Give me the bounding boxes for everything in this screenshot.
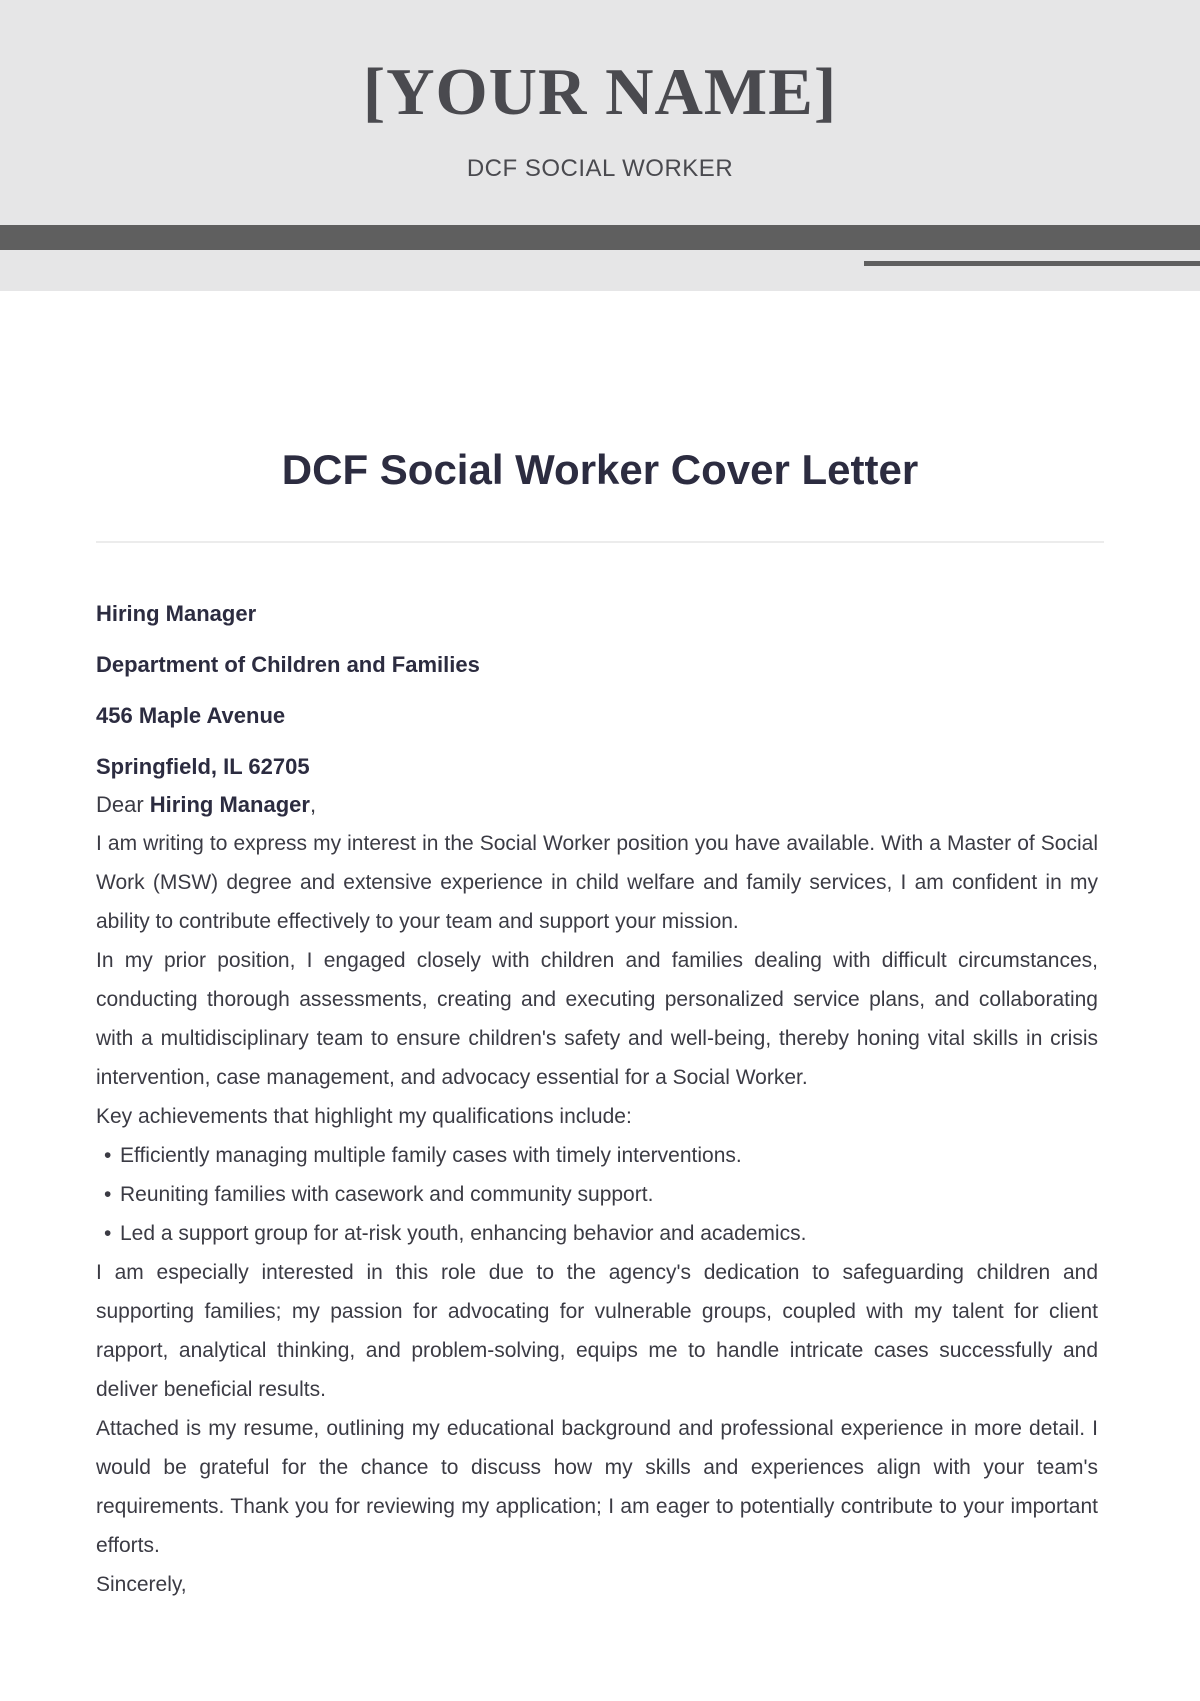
- salutation: [96, 785, 1098, 824]
- list-item: • Efficiently managing multiple family cases with timely interventions.: [104, 1136, 1098, 1175]
- paragraph-experience: In my prior position, I engaged closely with children and families dealing with difficult circumstances, conducting thorough assessments, creating and executing personalized service plans, and collaborating with a multidisciplinary team to ensure children's safety and well-being, thereby honing vital skills in crisis intervention, case management, and advocacy essential for a Social Worker.: [96, 949, 1098, 1089]
- title-divider: [96, 541, 1104, 543]
- paragraph-motivation: I am especially interested in this role due to the agency's dedication to safeguarding children and supporting families; my passion for advocating for vulnerable groups, coupled with my talent for client rapport, analytical thinking, and problem-solving, equips me to handle intricate cases successfully and deliver beneficial results.: [96, 1261, 1098, 1401]
- recipient-name: Hiring Manager: [96, 601, 257, 626]
- sign-off: Sincerely,: [96, 1573, 187, 1596]
- paragraph-closing: Attached is my resume, outlining my educational background and professional experience in more detail. I would be grateful for the chance to discuss how my skills and experiences align with your team's requirements. Thank you for reviewing my application; I am eager to potentially contribute to your important efforts.: [96, 1417, 1098, 1557]
- list-item: • Led a support group for at-risk youth, enhancing behavior and academics.: [104, 1214, 1098, 1253]
- header-accent-line: [864, 261, 1200, 266]
- header-divider-bar: [0, 225, 1200, 250]
- recipient-city: Springfield, IL 62705: [96, 754, 310, 779]
- paragraph-achievements-intro: Key achievements that highlight my qualifications include:: [96, 1105, 632, 1128]
- applicant-name: [YOUR NAME]: [362, 55, 838, 129]
- achievements-list: [96, 1136, 1098, 1253]
- document-title: DCF Social Worker Cover Letter: [281, 446, 919, 493]
- applicant-job-title: DCF SOCIAL WORKER: [466, 155, 734, 182]
- paragraph-intro: I am writing to express my interest in the Social Worker position you have available. With a Master of Social Work (MSW) degree and extensive experience in child welfare and family services, I am confident in my ability to contribute effectively to your team and support your mission.: [96, 832, 1098, 933]
- list-item: • Reuniting families with casework and community support.: [104, 1175, 1098, 1214]
- salutation-suffix: ,: [309, 792, 317, 817]
- salutation-prefix: Dear: [96, 792, 150, 817]
- recipient-organization: Department of Children and Families: [96, 652, 480, 677]
- salutation-name: Hiring Manager: [149, 792, 310, 817]
- recipient-street: 456 Maple Avenue: [96, 703, 286, 728]
- letter-body: [96, 596, 1098, 1604]
- letterhead: [0, 0, 1200, 291]
